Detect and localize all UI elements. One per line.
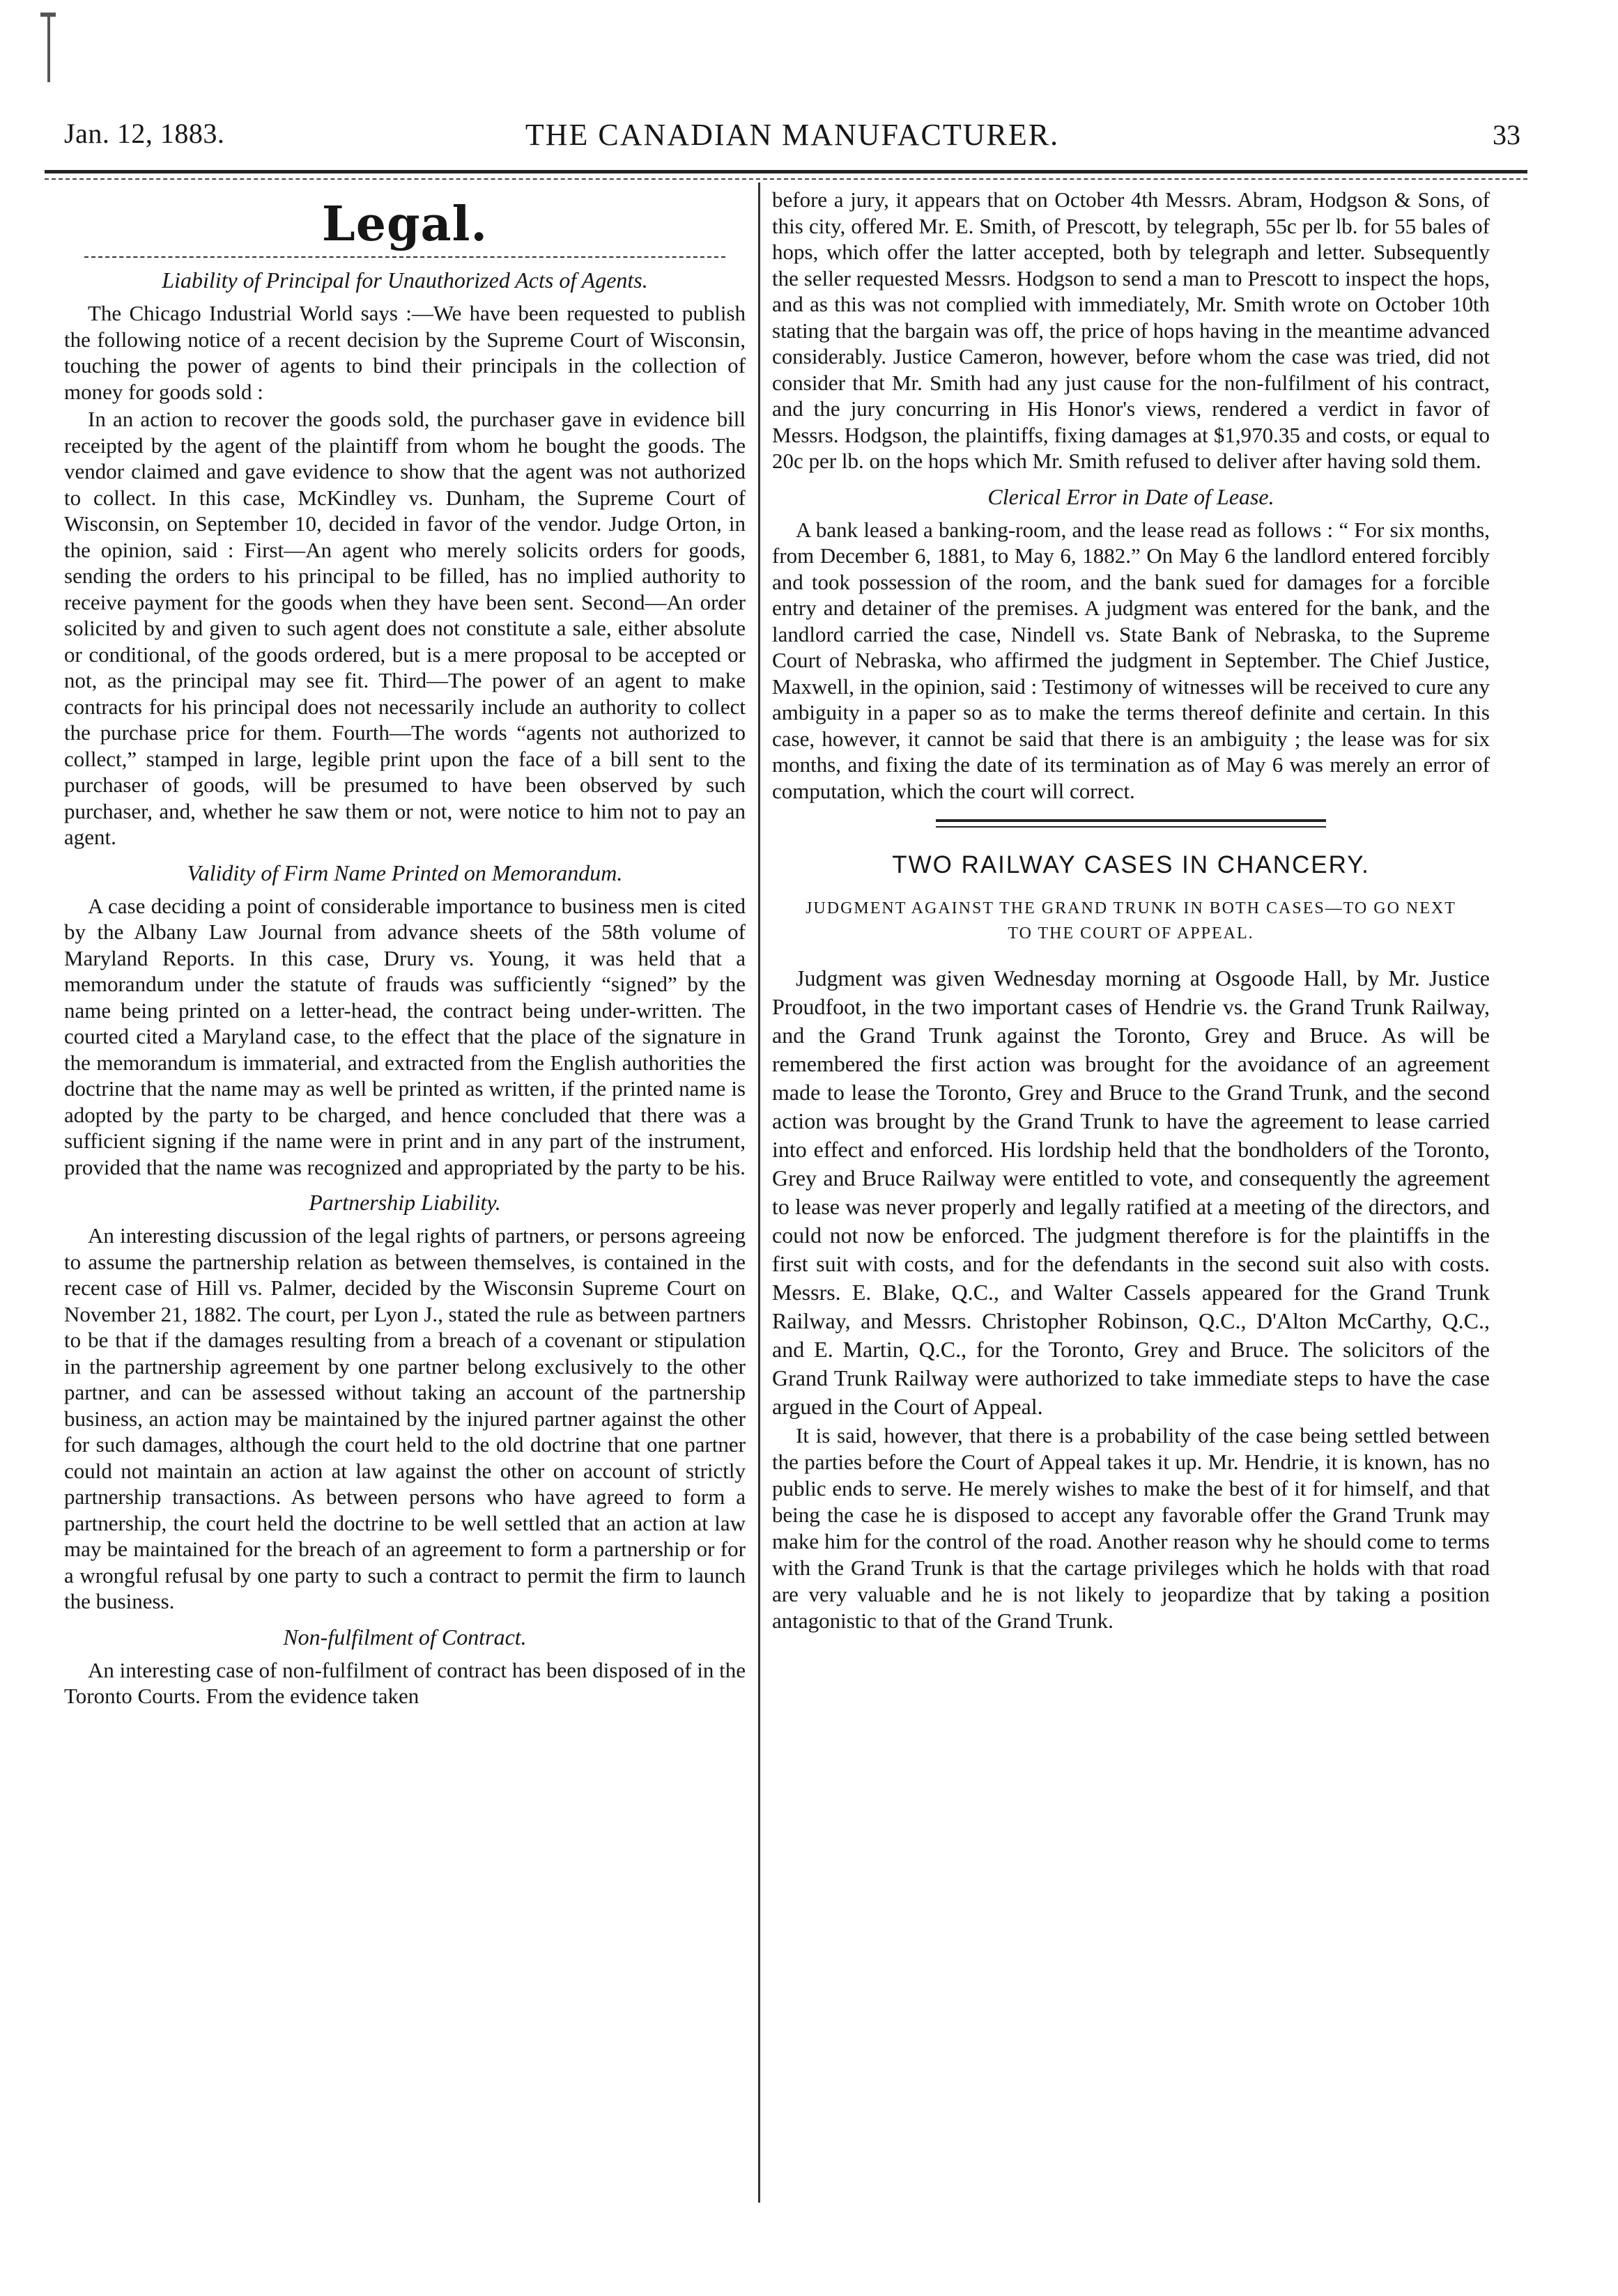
article-paragraph: A bank leased a banking-room, and the lease read as follows : “ For six months, from December 6, 1881, to May 6, 1882.” On May 6 the landlord entered forcibly and took possession of the room, and the bank sued for damages for a forcible entry and detainer of the premises. A judgment was entered for the bank, and the landlord carried the case, Nindell vs. State Bank of Nebraska, to the Supreme Court of Nebraska, who affirmed the judgment in September. The Chief Justice, Maxwell, in the opinion, said : Testimony of witnesses will be received to cure any ambiguity in a paper so as to make the terms thereof definite and certain. In this case, however, it cannot be said that there is an ambiguity ; the lease was for six months, and fixing the date of its termination as of May 6 was merely an error of computation, which the court will correct. (772, 517, 1490, 803)
railway-heading: TWO RAILWAY CASES IN CHANCERY. (892, 851, 1370, 878)
article-heading-agents: Liability of Principal for Unauthorized Acts of Agents. (162, 267, 648, 293)
article-paragraph: A case deciding a point of considerable importance to business men is cited by the Albany Law Journal from advance sheets of the 58th volume of Maryland Reports. In this case, Drury vs. Young, it was held that a memorandum under the statute of frauds was sufficiently “signed” by the name being printed on a letter-head, the contract being under-written. The courted cited a Maryland case, to the effect that the place of the signature in the memorandum is immaterial, and extracted from the English authorities the doctrine that the name may as well be printed as written, if the printed name is adopted by the party to be charged, and hence concluded that there was a sufficient signing if the name were in print and in any part of the instrument, provided that the name was recognized and appropriated by the party to be his. (64, 893, 746, 1179)
left-column (64, 187, 746, 1711)
header-rule-dashed (45, 178, 1527, 180)
article-heading-partnership: Partnership Liability. (309, 1190, 501, 1215)
article-heading-non-fulfilment: Non-fulfilment of Contract. (283, 1624, 527, 1650)
section-rule (84, 256, 725, 258)
railway-paragraph: It is said, however, that there is a probability of the case being settled between the parties before the Court of Appeal takes it up. Mr. Hendrie, it is known, has no public ends to serve. He merely wishes to make the best of it for himself, and that being the case he is disposed to accept any favorable offer the Grand Trunk may make him for the control of the road. Another reason why he should come to terms with the Grand Trunk is that the cartage privileges which he holds with that road are very valuable and he is not likely to jeopardize that by taking a position antagonistic to that of the Grand Trunk. (772, 1423, 1490, 1633)
margin-mark (47, 13, 50, 82)
column-divider (758, 183, 760, 2203)
header-rule (45, 170, 1527, 173)
article-paragraph-continued: An interesting case of non-fulfilment of contract has been disposed of in the Toronto Courts. From the evidence taken (64, 1657, 746, 1708)
railway-paragraph: Judgment was given Wednesday morning at Osgoode Hall, by Mr. Justice Proudfoot, in the two important cases of Hendrie vs. the Grand Trunk Railway, and the Grand Trunk against the Toronto, Grey and Bruce. As will be remembered the first action was brought for the avoidance of an agreement made to lease the Toronto, Grey and Bruce to the Grand Trunk, and the second action was brought by the Grand Trunk to have the agreement to lease carried into effect and enforced. His lordship held that the bondholders of the Toronto, Grey and Bruce Railway were entitled to vote, and consequently the agreement to lease was never properly and legally ratified at a meeting of the directors, and could not now be enforced. The judgment therefore is for the plaintiffs in the first suit with costs, and for the defendants in the second suit also with costs. Messrs. E. Blake, Q.C., and Walter Cassels appeared for the Grand Trunk Railway, and Messrs. Christopher Robinson, Q.C., D'Alton McCarthy, Q.C., and E. Martin, Q.C., for the Toronto, Grey and Bruce. The solicitors of the Grand Trunk Railway were authorized to take immediate steps to have the case argued in the Court of Appeal. (772, 965, 1490, 1419)
page-number: 33 (1493, 119, 1520, 150)
article-paragraph: An interesting discussion of the legal rights of partners, or persons agreeing to assume the partnership relation as between themselves, is contained in the recent case of Hill vs. Palmer, decided by the Wisconsin Supreme Court on November 21, 1882. The court, per Lyon J., stated the rule as between partners to be that if the damages resulting from a breach of a covenant or stipulation in the partnership agreement by one partner belong exclusively to the other partner, and can be assessed without taking an account of the partnership business, an action may be maintained by the injured partner against the other for such damages, although the court held to the old doctrine that one partner could not maintain an action at law against the other on account of strictly partnership transactions. As between persons who have agreed to form a partnership, the court held the doctrine to be well settled that an action at law may be maintained for the breach of an agreement to form a partnership or for a wrongful refusal by one party to such a contract to permit the firm to launch the business. (64, 1223, 746, 1613)
issue-date: Jan. 12, 1883. (64, 118, 225, 149)
article-paragraph: The Chicago Industrial World says :—We have been requested to publish the following notice of a recent decision by the Supreme Court of Wisconsin, touching the power of agents to bind their principals in the collection of money for goods sold : (64, 301, 746, 404)
article-heading-lease: Clerical Error in Date of Lease. (987, 483, 1274, 509)
section-title-legal: Legal. (321, 196, 488, 252)
masthead (64, 117, 1520, 166)
railway-subheading: JUDGMENT AGAINST THE GRAND TRUNK IN BOTH CASES—TO GO NEXT TO THE COURT OF APPEAL. (806, 899, 1456, 943)
double-rule-divider (936, 819, 1326, 828)
margin-mark-top (40, 13, 56, 17)
right-column (772, 187, 1490, 1636)
article-paragraph-continuation: before a jury, it appears that on October 4th Messrs. Abram, Hodgson & Sons, of this city, offered Mr. E. Smith, of Prescott, by telegraph, 55c per lb. for 55 bales of hops, which offer the latter accepted, both by telegraph and letter. Subsequently the seller requested Messrs. Hodgson to send a man to Prescott to inspect the hops, and as this was not complied with immediately, Mr. Smith wrote on October 10th stating that the bargain was off, the price of hops having in the meantime advanced considerably. Justice Cameron, however, before whom the case was tried, did not consider that Mr. Smith had any just cause for the non-fulfilment of his contract, and the jury concurring in His Honor's views, rendered a verdict in favor of Messrs. Hodgson, the plaintiffs, fixing damages at $1,970.35 and costs, or equal to 20c per lb. on the hops which Mr. Smith refused to deliver after having sold them. (772, 187, 1490, 473)
article-heading-firm-name: Validity of Firm Name Printed on Memorandum. (187, 860, 623, 885)
article-paragraph: In an action to recover the goods sold, the purchaser gave in evidence bill receipted by the agent of the plaintiff from whom he bought the goods. The vendor claimed and gave evidence to show that the agent was not authorized to collect. In this case, McKindley vs. Dunham, the Supreme Court of Wisconsin, on September 10, decided in favor of the vendor. Judge Orton, in the opinion, said : First—An agent who merely solicits orders for goods, sending the orders to his principal to be filled, has no implied authority to receive payment for the goods when they have been sent. Second—An order solicited by and given to such agent does not constitute a sale, either absolute or conditional, of the goods ordered, but is a mere proposal to be accepted or not, as the principal may see fit. Third—The power of an agent to make contracts for his principal does not necessarily include an authority to collect the purchase price for them. Fourth—The words “agents not authorized to collect,” stamped in large, legible print upon the face of a bill sent to the purchaser of goods, will be presumed to have been observed by such purchaser, and, whether he saw them or not, were notice to him not to pay an agent. (64, 407, 746, 849)
publication-title: THE CANADIAN MANUFACTURER. (525, 118, 1060, 152)
